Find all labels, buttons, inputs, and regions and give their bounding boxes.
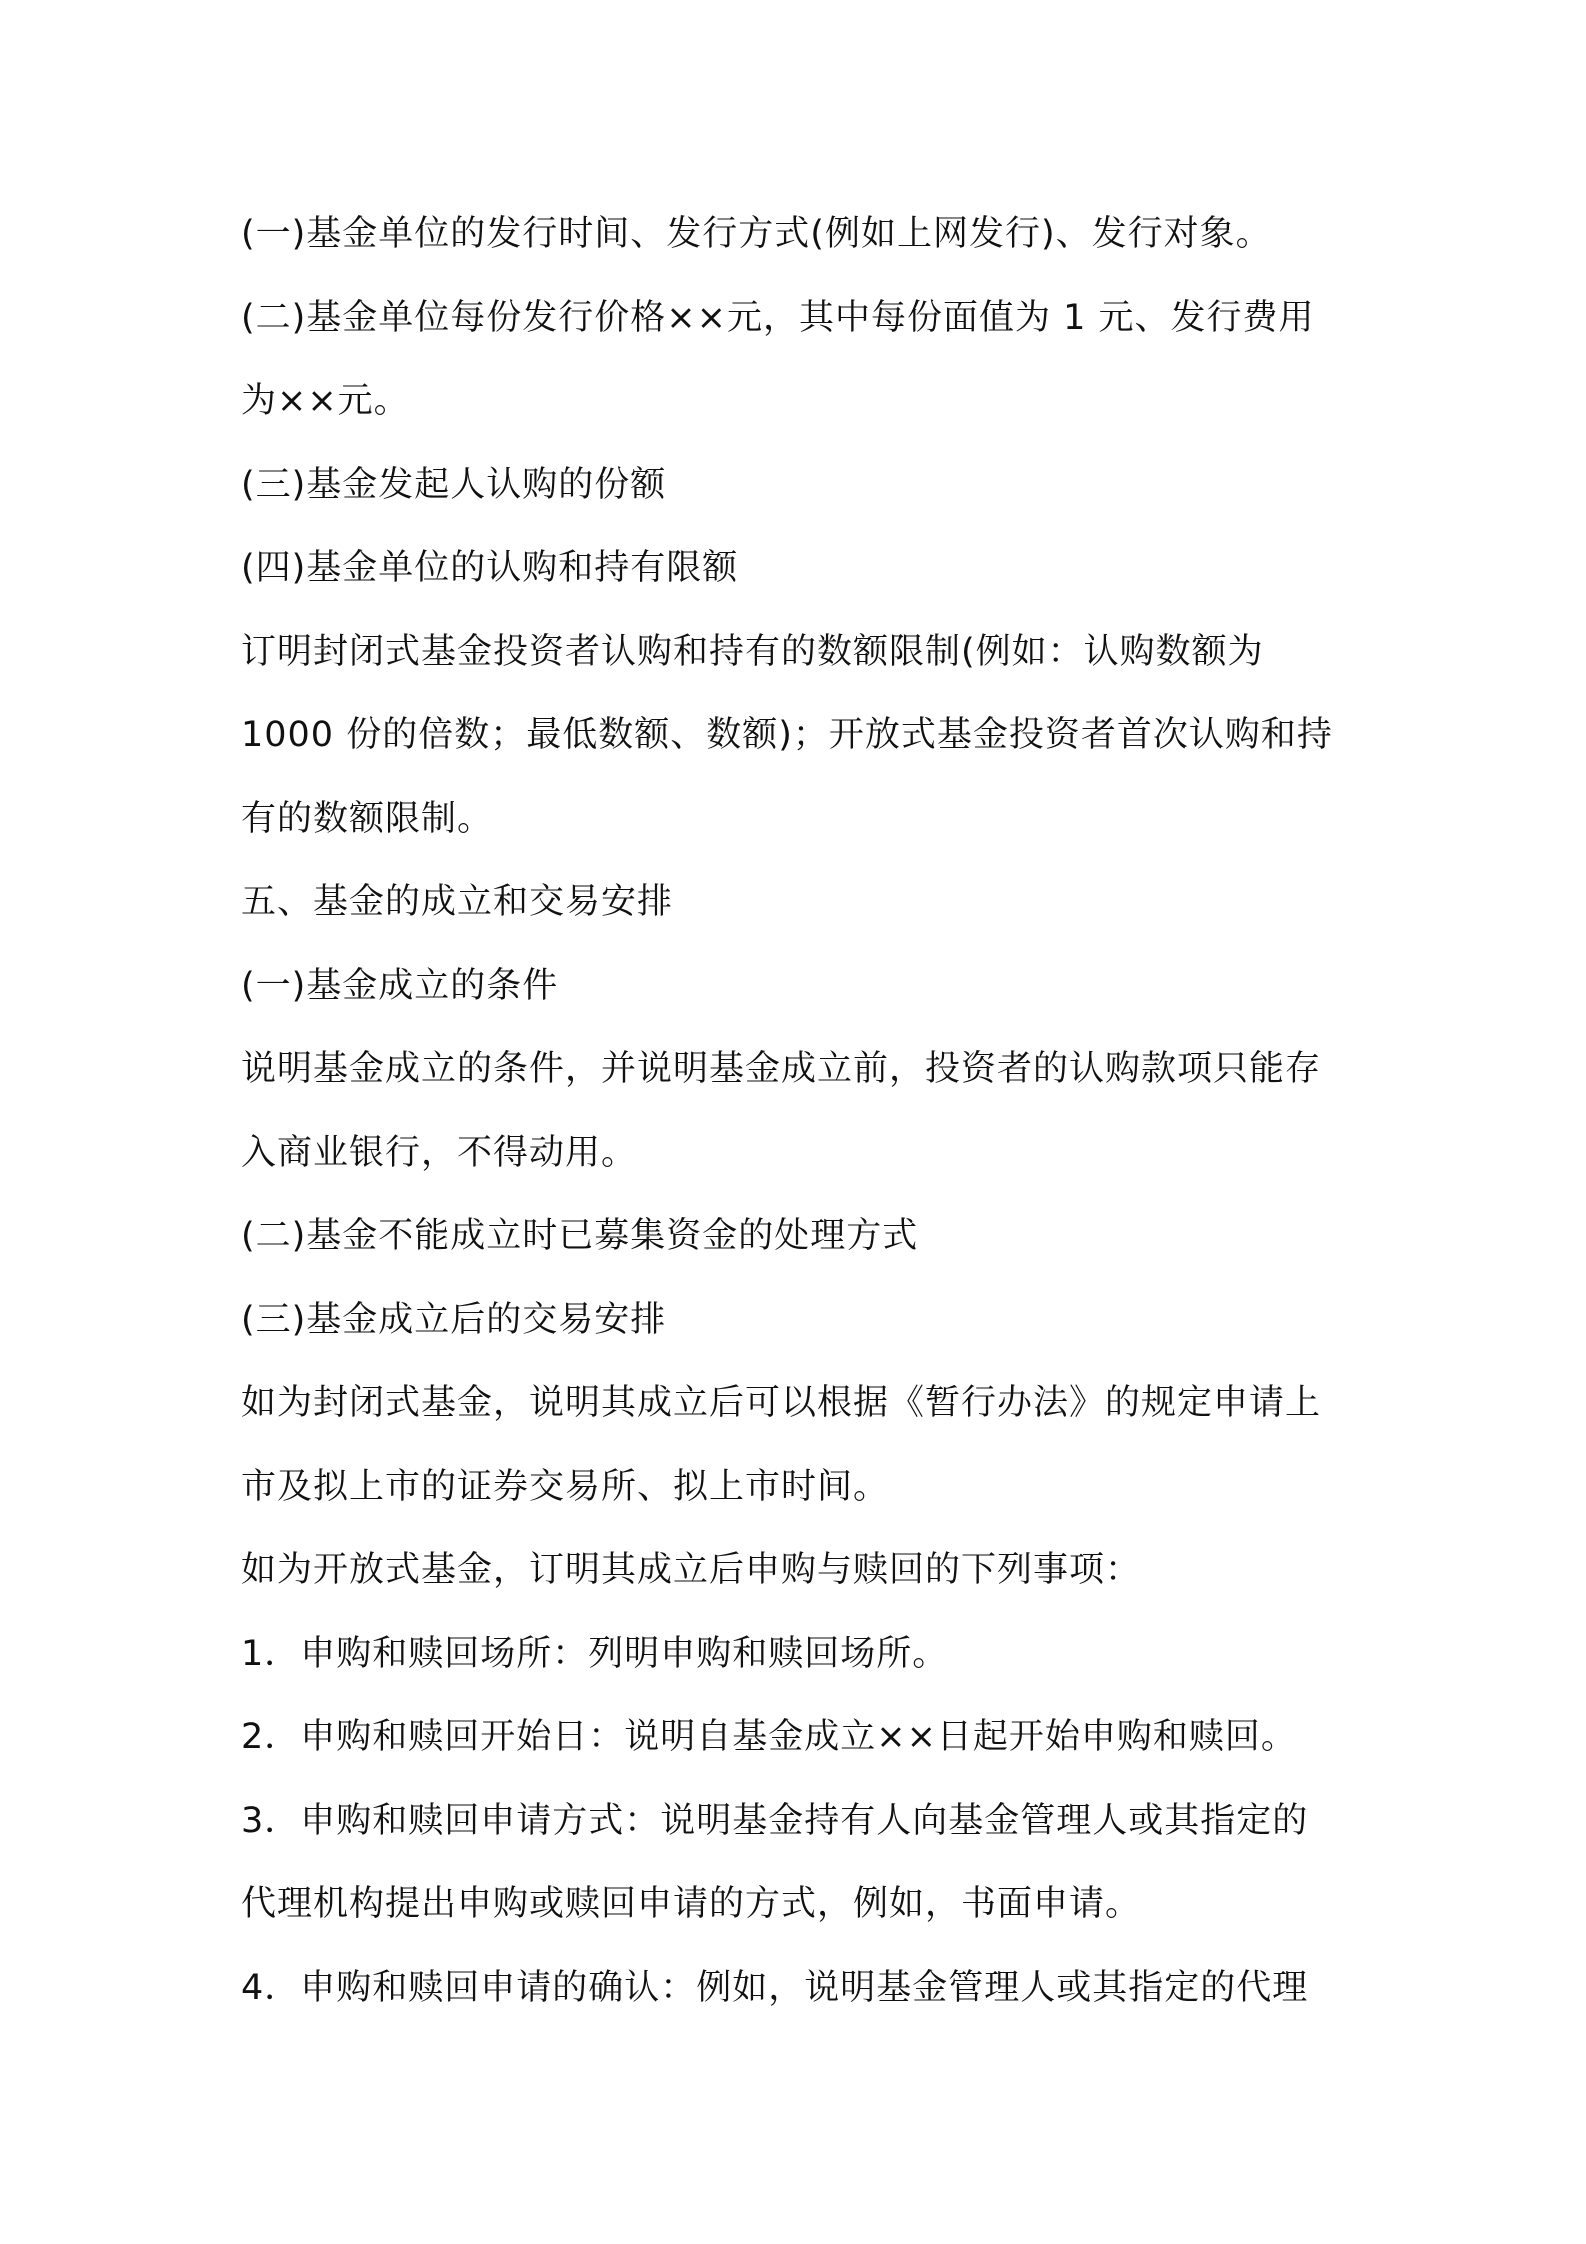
- text-line: (一)基金单位的发行时间、发行方式(例如上网发行)、发行对象。: [241, 214, 1272, 254]
- document-body: [241, 193, 1361, 2030]
- text-line: (二)基金不能成立时已募集资金的处理方式: [241, 1216, 919, 1256]
- text-line: 1000 份的倍数；最低数额、数额)；开放式基金投资者首次认购和持: [241, 715, 1333, 755]
- text-line: 为××元。: [241, 381, 410, 421]
- list-item: 2．申购和赎回开始日：说明自基金成立××日起开始申购和赎回。: [241, 1717, 1297, 1757]
- list-item: 4．申购和赎回申请的确认：例如，说明基金管理人或其指定的代理: [241, 1967, 1309, 2008]
- text-line: (二)基金单位每份发行价格××元，其中每份面值为 1 元、发行费用: [241, 297, 1315, 338]
- text-line: 订明封闭式基金投资者认购和持有的数额限制(例如：认购数额为: [241, 631, 1264, 672]
- text-line: (四)基金单位的认购和持有限额: [241, 548, 739, 588]
- list-item: 1．申购和赎回场所：列明申购和赎回场所。: [241, 1633, 949, 1674]
- text-line: (一)基金成立的条件: [241, 965, 559, 1006]
- text-line: (三)基金发起人认购的份额: [241, 464, 667, 505]
- text-line: 如为封闭式基金，说明其成立后可以根据《暂行办法》的规定申请上: [241, 1383, 1322, 1423]
- text-line: 代理机构提出申购或赎回申请的方式，例如，书面申请。: [241, 1884, 1142, 1924]
- text-line: 市及拟上市的证券交易所、拟上市时间。: [241, 1466, 890, 1507]
- list-item: 3．申购和赎回申请方式：说明基金持有人向基金管理人或其指定的: [241, 1800, 1309, 1841]
- text-line: 入商业银行，不得动用。: [241, 1132, 638, 1173]
- text-line: (三)基金成立后的交易安排: [241, 1299, 667, 1340]
- text-line: 说明基金成立的条件，并说明基金成立前，投资者的认购款项只能存: [241, 1049, 1322, 1089]
- text-line: 如为开放式基金，订明其成立后申购与赎回的下列事项：: [241, 1550, 1142, 1590]
- section-heading: 五、基金的成立和交易安排: [241, 882, 674, 922]
- text-line: 有的数额限制。: [241, 798, 494, 839]
